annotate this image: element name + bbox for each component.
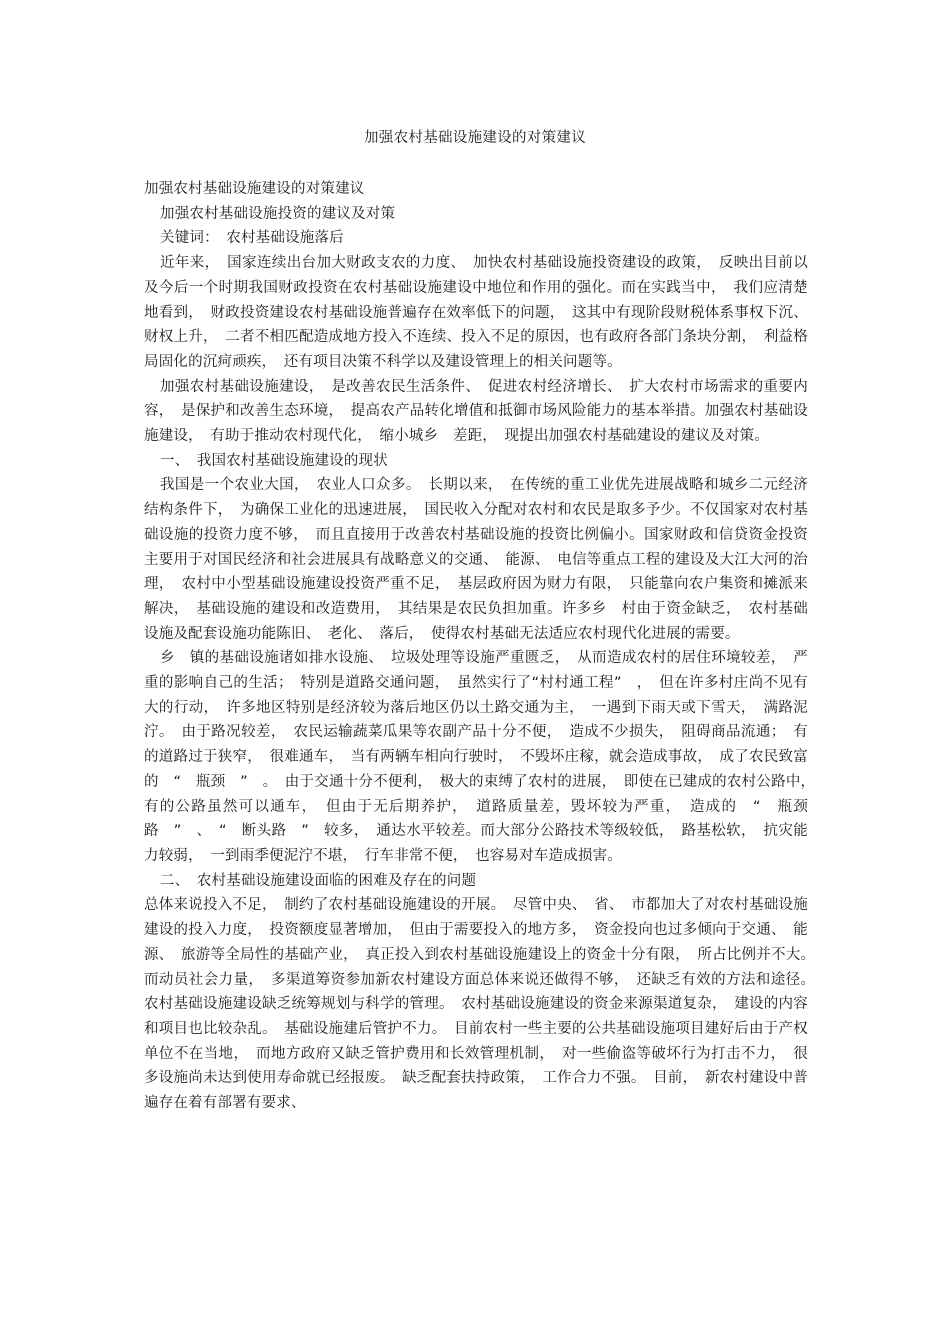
body-paragraph: 加强农村基础设施建设的对策建议	[144, 181, 365, 197]
body-paragraph: 近年来， 国家连续出台加大财政支农的力度、 加快农村基础设施投资建设的政策， 反映出目前以及今后一个时期我国财政投资在农村基础设施建设中地位和作用的强化。而在实践当中， 我们应清楚地看到， 财政投资建设农村基础设施普遍存在效率低下的问题， 这其中有现阶段财税体系事权下沉、财权上升， 二者不相匹配造成地方投入不连续、投入不足的原因，也有政府各部门条块分割， 利益格局固化的沉疴顽疾， 还有项目决策不科学以及建设管理上的相关问题等。	[144, 255, 808, 370]
body-paragraph: 乡 镇的基础设施诸如排水设施、 垃圾处理等设施严重匮乏， 从而造成农村的居住环境较差， 严重的影响自己的生活； 特别是道路交通问题， 虽然实行了“村村通工程” ， 但在许多村庄尚不见有大的行动， 许多地区特别是经济较为落后地区仍以土路交通为主， 一遇到下雨天或下雪天， 满路泥泞。 由于路况较差， 农民运输蔬菜瓜果等农副产品十分不便， 造成不少损失， 阻碍商品流通； 有的道路过于狭窄， 很难通车， 当有两辆车相向行驶时， 不毁坏庄稼，就会造成事故， 成了农民致富的 “ 瓶颈 ” 。 由于交通十分不便利， 极大的束缚了农村的进展， 即使在已建成的农村公路中， 有的公路虽然可以通车， 但由于无后期养护， 道路质量差，毁坏较为严重， 造成的 “ 瓶颈路 ” 、 “ 断头路 ” 较多， 通达水平较差。而大部分公路技术等级较低， 路基松软， 抗灾能力较弱， 一到雨季便泥泞不堪， 行车非常不便， 也容易对车造成损害。	[144, 650, 823, 864]
body-paragraph: 加强农村基础设施建设， 是改善农民生活条件、 促进农村经济增长、 扩大农村市场需求的重要内容， 是保护和改善生态环境， 提高农产品转化增值和抵御市场风险能力的基本举措。加强农村基础设施建设， 有助于推动农村现代化， 缩小城乡 差距， 现提出加强农村基础建设的建议及对策。	[144, 378, 808, 445]
body-paragraph: 关键词： 农村基础设施落后	[160, 230, 344, 247]
body-paragraph: 总体来说投入不足， 制约了农村基础设施建设的开展。 尽管中央、 省、 市都加大了对农村基础设施建设的投入力度， 投资额度显著增加， 但由于需要投入的地方多， 资金投向也过多倾向于交通、 能源、 旅游等全局性的基础产业， 真正投入到农村基础设施建设上的资金十分有限， 所占比例并不大。 而动员社会力量， 多渠道筹资参加新农村建设方面总体来说还做得不够， 还缺乏有效的方法和途径。 农村基础设施建设缺乏统筹规划与科学的管理。 农村基础设施建设的资金来源渠道复杂， 建设的内容和项目也比较杂乱。 基础设施建后管护不力。 目前农村一些主要的公共基础设施项目建好后由于产权单位不在当地， 而地方政府又缺乏管护费用和长效管理机制， 对一些偷盗等破坏行为打击不力， 很多设施尚未达到使用寿命就已经报废。 缺乏配套扶持政策， 工作合力不强。 目前， 新农村建设中普遍存在着有部署有要求、	[144, 897, 823, 1112]
body-paragraph: 一、 我国农村基础设施建设的现状	[160, 452, 388, 469]
body-paragraph: 我国是一个农业大国， 农业人口众多。 长期以来， 在传统的重工业优先进展战略和城乡二元经济结构条件下， 为确保工业化的迅速进展， 国民收入分配对农村和农民是取多予少。不仅国家对农村基础设施的投资力度不够， 而且直接用于改善农村基础设施的投资比例偏小。国家财政和信贷资金投资主要用于对国民经济和社会进展具有战略意义的交通、 能源、 电信等重点工程的建设及大江大河的治理， 农村中小型基础设施建设投资严重不足， 基层政府因为财力有限， 只能靠向农户集资和摊派来解决， 基础设施的建设和改造费用， 其结果是农民负担加重。许多乡 村由于资金缺乏， 农村基础设施及配套设施功能陈旧、 老化、 落后， 使得农村基础无法适应农村现代化进展的需要。	[144, 477, 808, 642]
body-paragraph: 加强农村基础设施投资的建议及对策	[160, 205, 396, 222]
document-body	[144, 177, 823, 1116]
body-paragraph: 二、 农村基础设施建设面临的困难及存在的问题	[160, 872, 477, 889]
document-title: 加强农村基础设施建设的对策建议	[364, 130, 586, 146]
